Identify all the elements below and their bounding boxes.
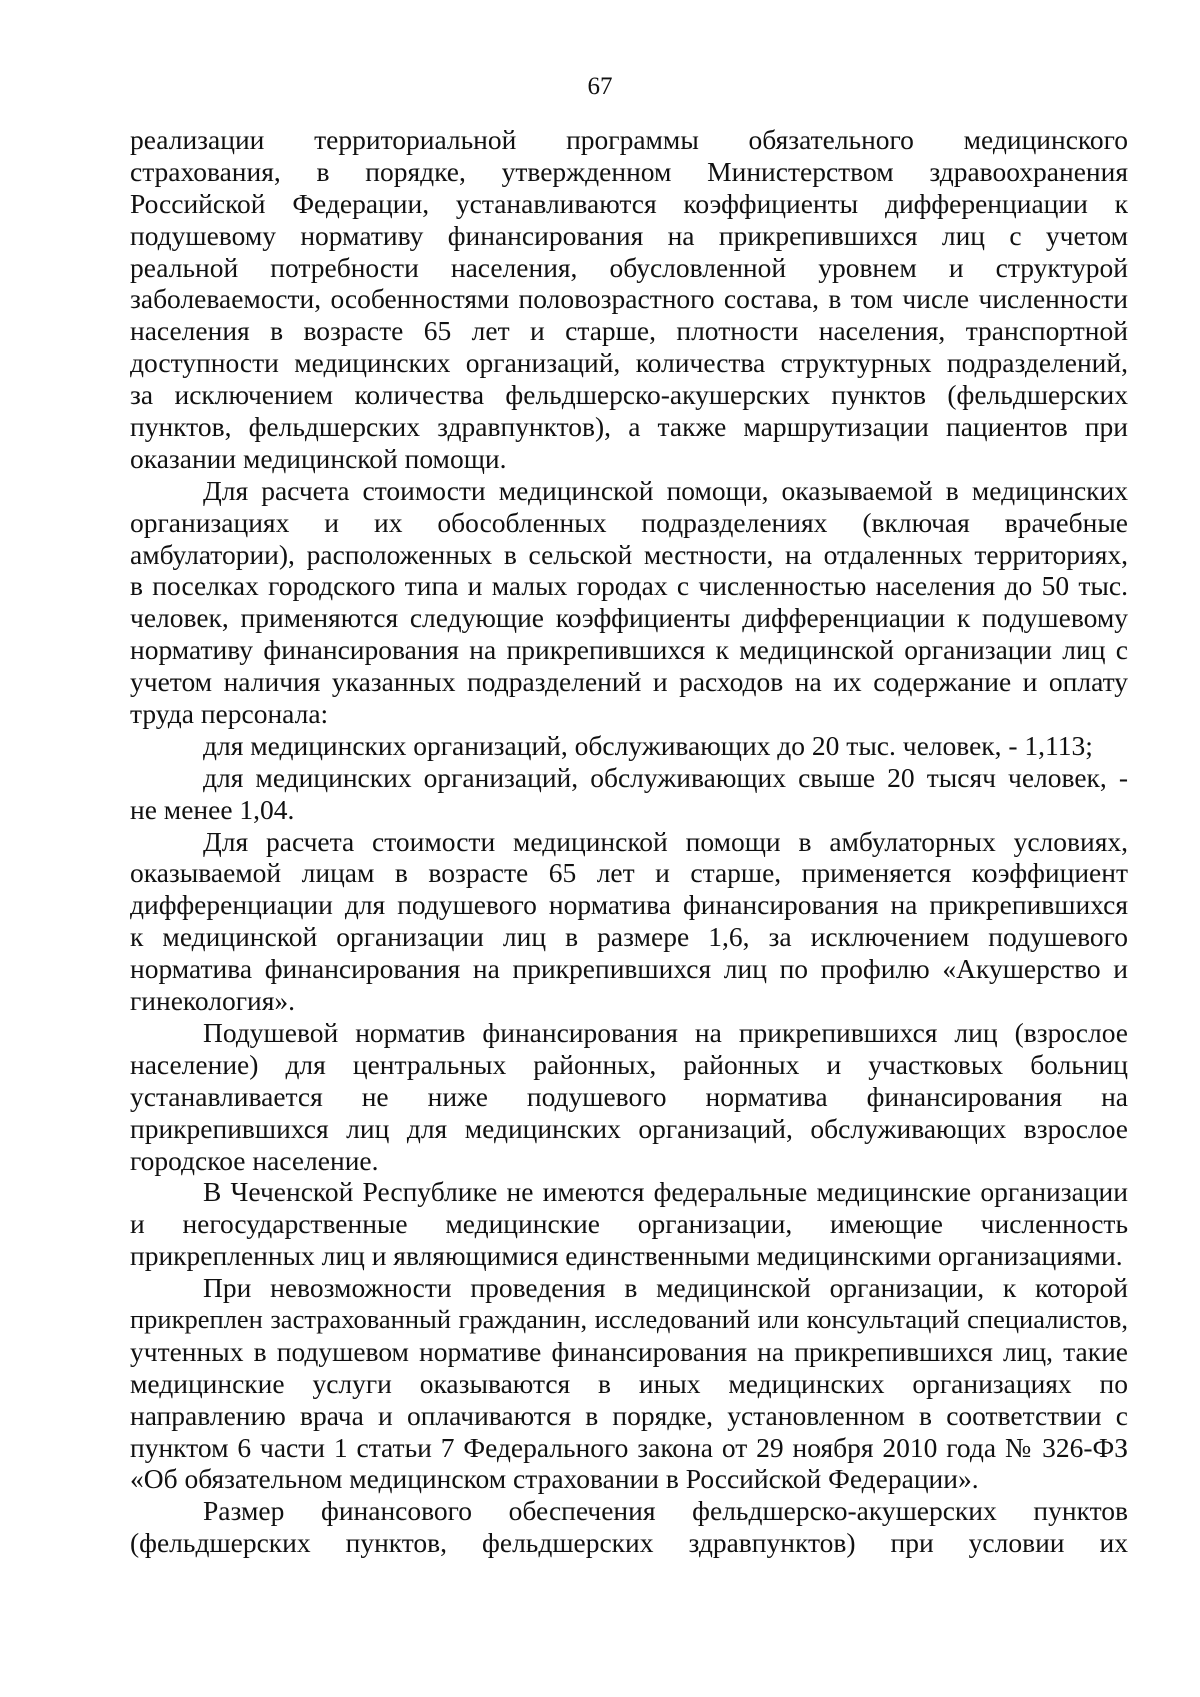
text-line: направлению врача и оплачиваются в порядке, установленном в соответствии с [130, 1399, 1128, 1431]
text-line: Размер финансового обеспечения фельдшерско-акушерских пунктов [203, 1495, 1128, 1527]
text-line: населения в возрасте 65 лет и старше, плотности населения, транспортной [130, 315, 1128, 347]
text-line: пунктом 6 части 1 статьи 7 Федерального закона от 29 ноября 2010 года № 326-ФЗ [130, 1431, 1128, 1463]
text-line: человек, применяются следующие коэффициенты дифференциации к подушевому [130, 602, 1128, 634]
text-line: медицинские услуги оказываются в иных медицинских организациях по [130, 1367, 1128, 1399]
text-line: нормативу финансирования на прикрепившихся к медицинской организации лиц с [130, 634, 1128, 666]
text-line: заболеваемости, особенностями половозрастного состава, в том числе численности [130, 283, 1128, 315]
text-line: дифференциации для подушевого норматива финансирования на прикрепившихся [130, 889, 1128, 921]
text-line: подушевому нормативу финансирования на прикрепившихся лиц с учетом [130, 219, 1128, 251]
text-line: страхования, в порядке, утвержденном Министерством здравоохранения [130, 155, 1128, 187]
text-line: оказании медицинской помощи. [130, 442, 507, 474]
text-line: (фельдшерских пунктов, фельдшерских здравпунктов) при условии их [130, 1527, 1128, 1559]
text-line: за исключением количества фельдшерско-акушерских пунктов (фельдшерских [130, 379, 1128, 411]
text-line: гинекология». [130, 985, 296, 1017]
text-line: Для расчета стоимости медицинской помощи в амбулаторных условиях, [203, 825, 1128, 857]
text-line: прикреплен застрахованный гражданин, исследований или консультаций специалистов, [130, 1303, 1128, 1334]
text-line: устанавливается не ниже подушевого норматива финансирования на [130, 1080, 1128, 1112]
text-line: Подушевой норматив финансирования на прикрепившихся лиц (взрослое [203, 1016, 1128, 1048]
text-line: учтенных в подушевом нормативе финансирования на прикрепившихся лиц, такие [130, 1335, 1128, 1367]
text-line: оказываемой лицам в возрасте 65 лет и старше, применяется коэффициент [130, 857, 1128, 889]
text-line: организациях и их обособленных подразделениях (включая врачебные [130, 506, 1128, 538]
text-line: При невозможности проведения в медицинской организации, к которой [203, 1272, 1128, 1304]
text-line: труда персонала: [130, 698, 329, 730]
text-line: не менее 1,04. [130, 793, 295, 825]
text-line: норматива финансирования на прикрепившихся лиц по профилю «Акушерство и [130, 953, 1128, 985]
text-line: население) для центральных районных, районных и участковых больниц [130, 1048, 1128, 1080]
text-line: для медицинских организаций, обслуживающих свыше 20 тысяч человек, - [203, 761, 1128, 793]
text-line: амбулатории), расположенных в сельской местности, на отдаленных территориях, [130, 538, 1128, 570]
text-line: и негосударственные медицинские организации, имеющие численность [130, 1208, 1128, 1240]
text-line: доступности медицинских организаций, количества структурных подразделений, [130, 347, 1128, 379]
text-line: в поселках городского типа и малых городах с численностью населения до 50 тыс. [130, 570, 1128, 602]
text-line: Российской Федерации, устанавливаются коэффициенты дифференциации к [130, 187, 1128, 219]
body-text [130, 124, 1128, 1559]
text-line: прикрепившихся лиц для медицинских организаций, обслуживающих взрослое [130, 1112, 1128, 1144]
text-line: пунктов, фельдшерских здравпунктов), а также маршрутизации пациентов при [130, 411, 1128, 443]
text-line: В Чеченской Республике не имеются федеральные медицинские организации [203, 1176, 1128, 1208]
text-line: прикрепленных лиц и являющимися единственными медицинскими организациями. [130, 1240, 1123, 1272]
page-number: 67 [587, 73, 613, 100]
text-line: учетом наличия указанных подразделений и расходов на их содержание и оплату [130, 666, 1128, 698]
text-line: для медицинских организаций, обслуживающих до 20 тыс. человек, - 1,113; [203, 729, 1093, 761]
text-line: Для расчета стоимости медицинской помощи, оказываемой в медицинских [203, 474, 1128, 506]
text-line: к медицинской организации лиц в размере 1,6, за исключением подушевого [130, 921, 1128, 953]
text-line: реальной потребности населения, обусловленной уровнем и структурой [130, 251, 1128, 283]
text-line: реализации территориальной программы обязательного медицинского [130, 124, 1128, 155]
text-line: городское население. [130, 1144, 379, 1176]
text-line: «Об обязательном медицинском страховании в Российской Федерации». [130, 1463, 979, 1495]
